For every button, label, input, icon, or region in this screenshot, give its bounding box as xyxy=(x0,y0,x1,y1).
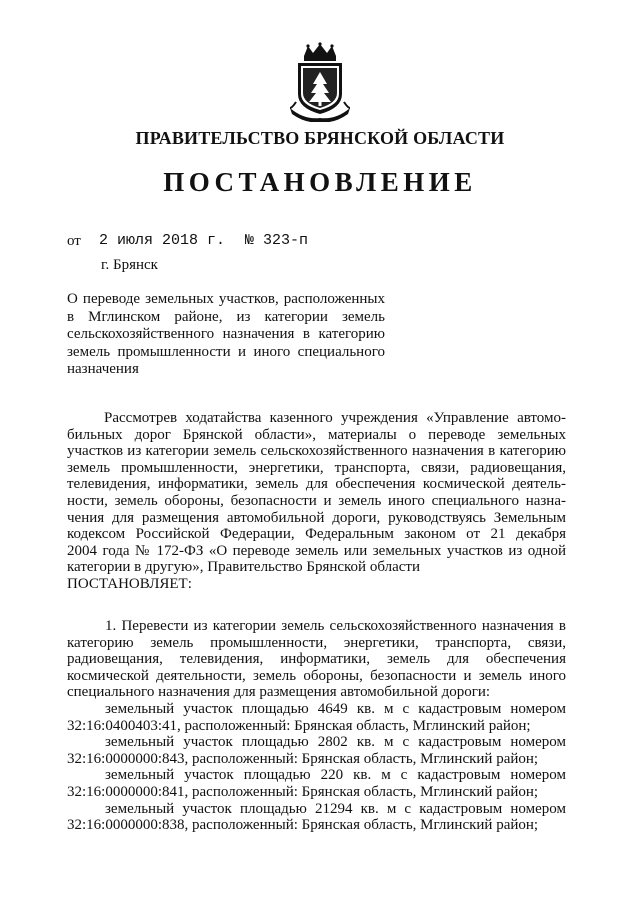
subject-line: сельскохозяйственного назначения в категорию xyxy=(67,326,385,343)
preamble-line: земель промышленности, энергетики, транспорта, связи, радиовещания, xyxy=(67,459,566,476)
document-number: № 323-п xyxy=(245,232,309,249)
parcel-line: земельный участок площадью 2802 кв. м с кадастровым номером xyxy=(105,734,566,751)
parcel-location-line: 32:16:0000000:841, расположенный: Брянская область, Мглинский район; xyxy=(67,783,539,800)
parcel-location-line: 32:16:0400403:41, расположенный: Брянская область, Мглинский район; xyxy=(67,717,531,734)
preamble-line: бильных дорог Брянской области», материалы о переводе земельных xyxy=(67,426,566,443)
item-1-line: специального назначения для размещения автомобильной дороги: xyxy=(67,684,491,701)
preamble-line: чения для размещения автомобильной дороги, руководствуясь Земельным xyxy=(67,509,566,526)
date-label: от xyxy=(67,233,81,249)
coat-of-arms-icon xyxy=(282,42,358,122)
parcel-location-line: 32:16:0000000:843, расположенный: Брянская область, Мглинский район; xyxy=(67,750,539,767)
date-number-row xyxy=(67,233,387,253)
preamble-line: участков из категории земель сельскохозяйственного назначения в категорию xyxy=(67,443,566,460)
subject-line: в Мглинском районе, из категории земель xyxy=(67,308,385,325)
item-1-line: категорию земель промышленности, энергетики, транспорта, связи, xyxy=(67,634,566,651)
item-1-line: 1. Перевести из категории земель сельскохозяйственного назначения в xyxy=(105,618,566,634)
preamble-line: Рассмотрев ходатайства казенного учреждения «Управление автомо- xyxy=(104,410,566,426)
document-type-title: ПОСТАНОВЛЕНИЕ xyxy=(163,167,477,197)
item-1-line: космической деятельности, земель обороны, безопасности и земель иного xyxy=(67,667,566,684)
parcel-line: земельный участок площадью 21294 кв. м с кадастровым номером xyxy=(105,800,566,817)
preamble-line: категории в другую», Правительство Брянской области xyxy=(67,559,420,576)
preamble-line: 2004 года № 172-ФЗ «О переводе земель или земельных участков из одной xyxy=(67,542,566,559)
parcel-line: земельный участок площадью 4649 кв. м с кадастровым номером xyxy=(105,700,566,717)
item-1-paragraph xyxy=(67,618,566,834)
government-title: ПРАВИТЕЛЬСТВО БРЯНСКОЙ ОБЛАСТИ xyxy=(135,128,505,148)
subject-line: земель промышленности и иного специального xyxy=(67,343,385,360)
preamble-paragraph xyxy=(67,410,566,593)
resolves-label: ПОСТАНОВЛЯЕТ: xyxy=(67,575,192,592)
preamble-line: кодексом Российской Федерации, Федеральным законом от 21 декабря xyxy=(67,526,566,543)
preamble-line: ности, земель обороны, безопасности и земель иного специального назна- xyxy=(67,492,566,509)
parcel-location-line: 32:16:0000000:838, расположенный: Брянская область, Мглинский район; xyxy=(67,817,539,834)
subject-line: назначения xyxy=(67,361,139,378)
subject-line: О переводе земельных участков, расположенных xyxy=(67,291,385,307)
parcel-line: земельный участок площадью 220 кв. м с кадастровым номером xyxy=(105,767,566,784)
preamble-line: телевидения, информатики, земель для обеспечения космической деятель- xyxy=(67,476,566,493)
document-city: г. Брянск xyxy=(101,257,158,273)
item-1-line: радиовещания, телевидения, информатики, земель для обеспечения xyxy=(67,651,566,668)
document-subject xyxy=(67,291,385,379)
document-date: 2 июля 2018 г. xyxy=(99,232,226,249)
